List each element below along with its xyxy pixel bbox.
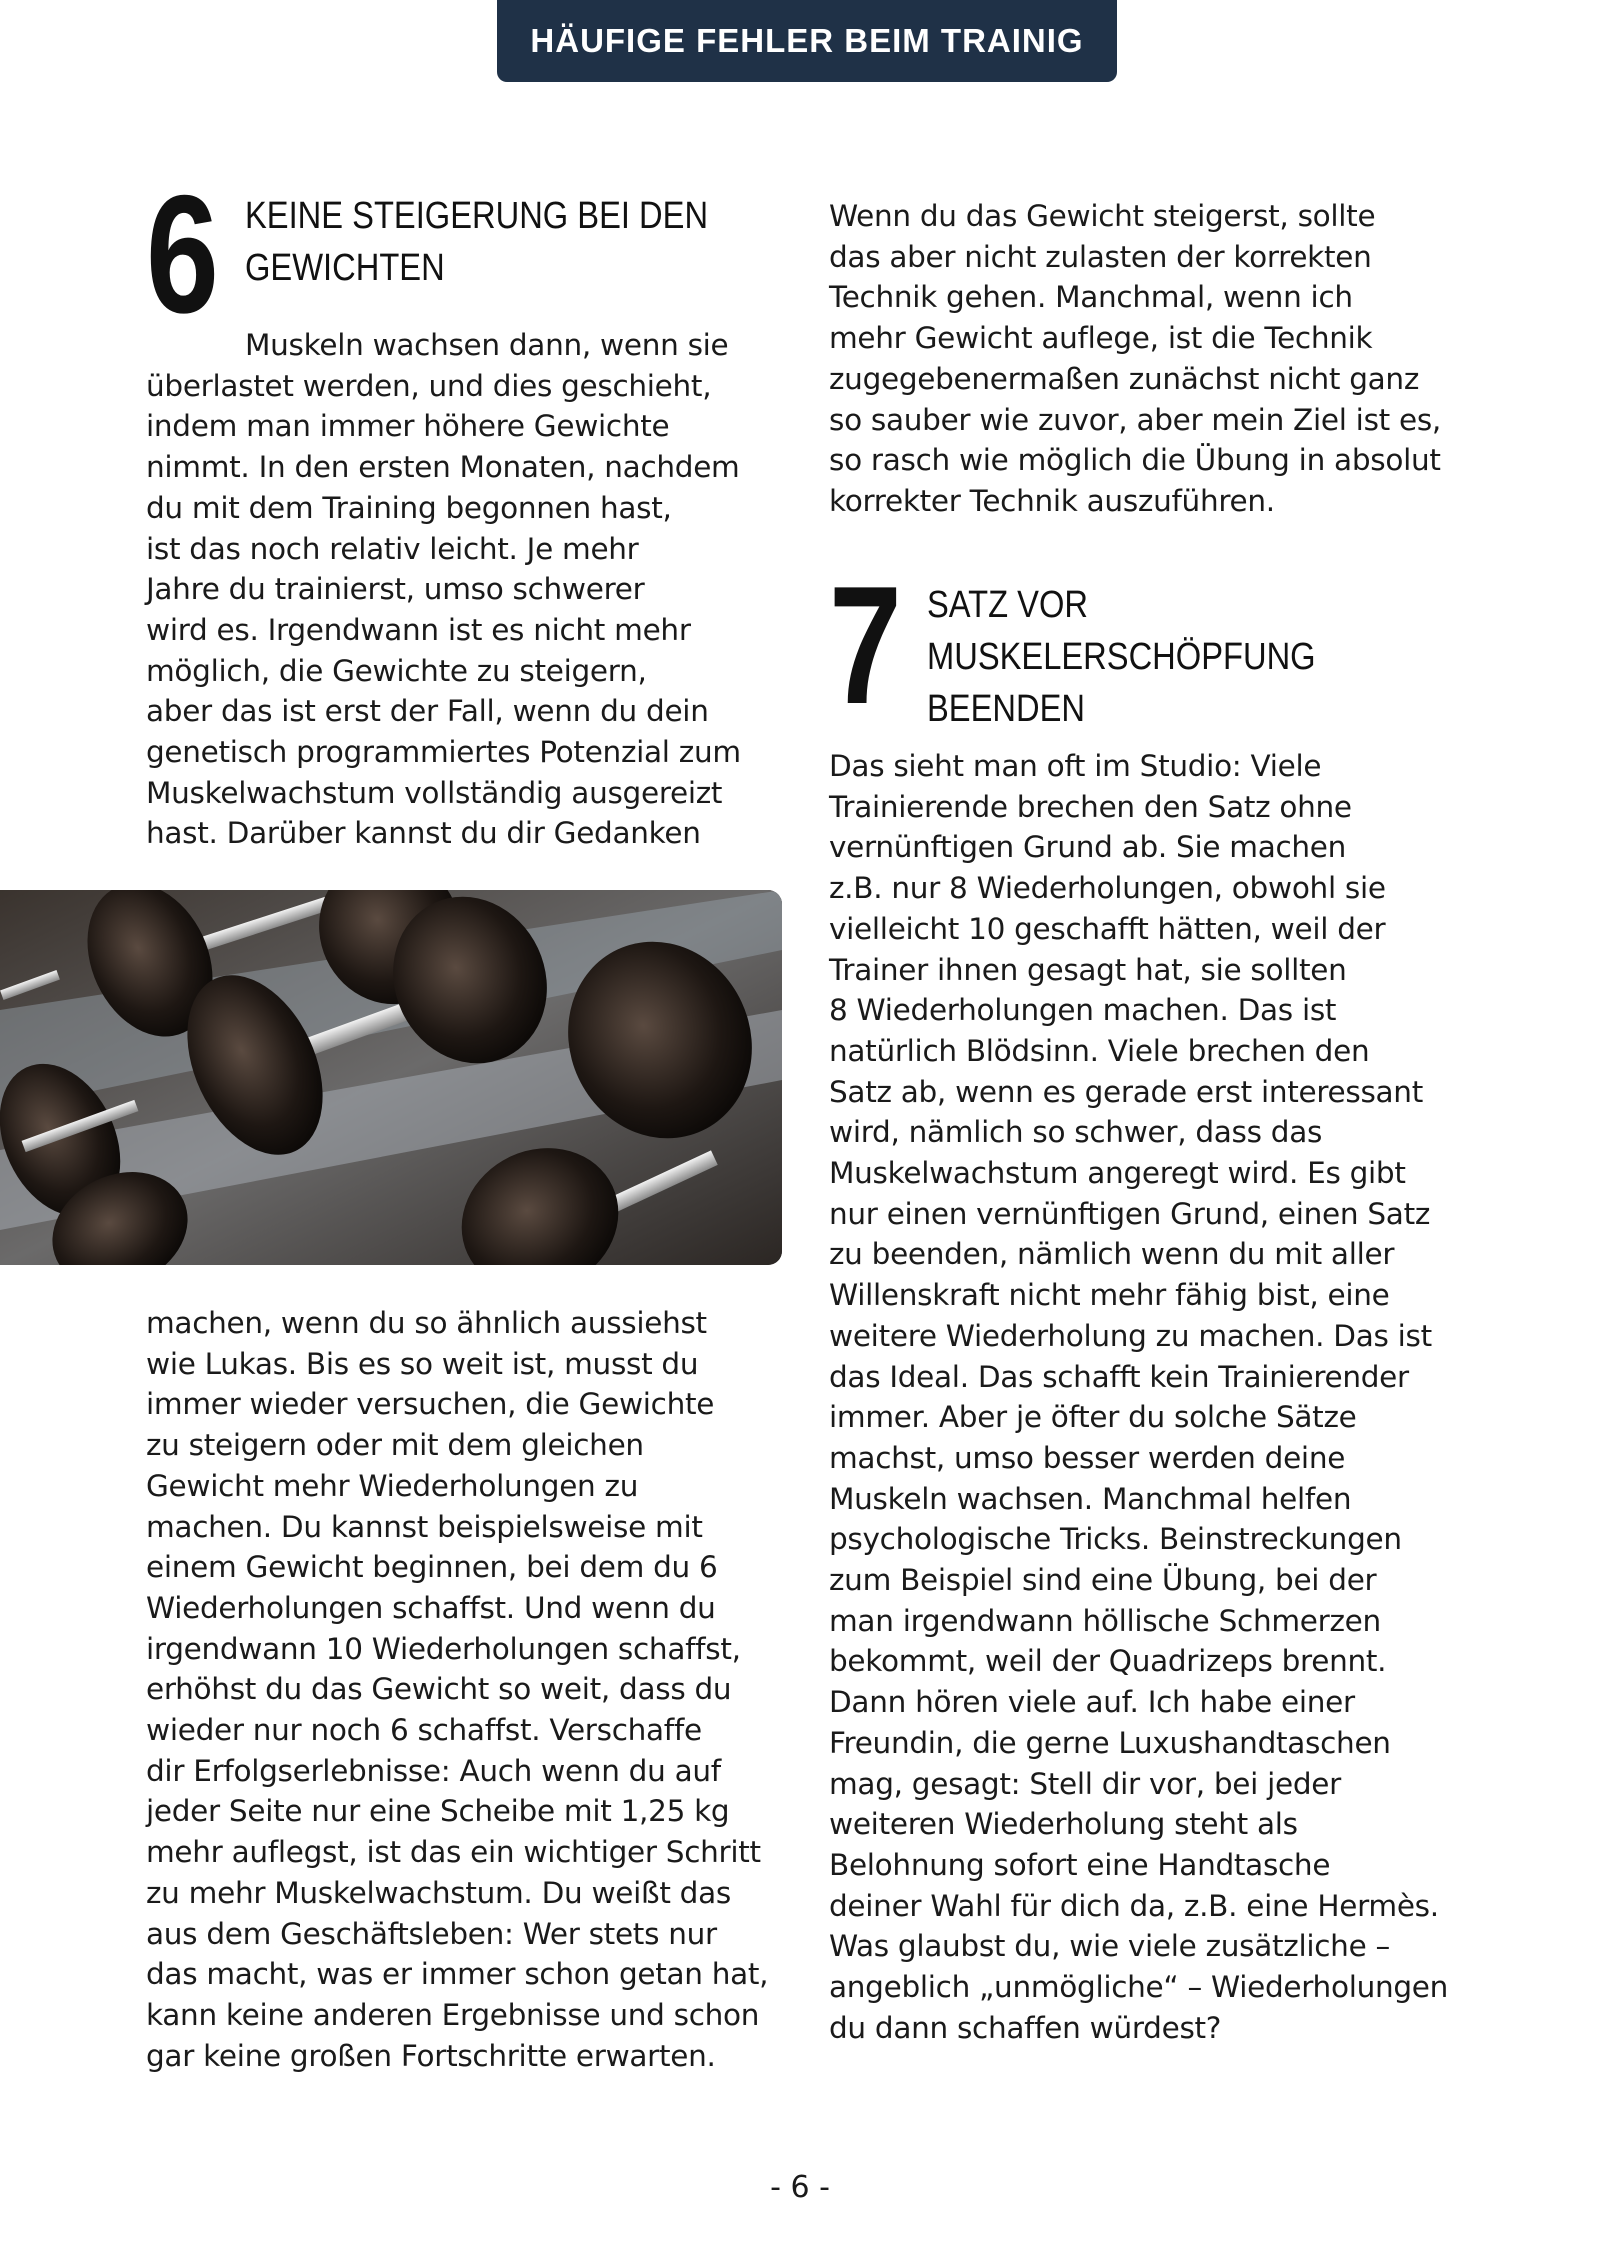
chapter-header	[497, 0, 1117, 82]
section-6-number: 6	[146, 160, 219, 348]
section-7-heading	[829, 551, 1469, 739]
section-7-title-line2: MUSKELERSCHÖPFUNG	[927, 636, 1316, 678]
section-7-number: 7	[829, 551, 902, 739]
chapter-title: HÄUFIGE FEHLER BEIM TRAINIG	[530, 22, 1084, 59]
page-number: - 6 -	[770, 2170, 830, 2205]
section-6-text-continued: Wenn du das Gewicht steigerst, sollte das aber nicht zulasten der korrekten Technik gehen. Manchmal, wenn ich mehr Gewicht auflege, ist die Technik zugegebenermaßen zunächst nicht ganz so sauber wie zuvor, aber mein Ziel ist es, so rasch wie möglich die Übung in absolut korrekter Technik auszuführen.	[829, 199, 1441, 518]
section-7-text: Das sieht man oft im Studio: Viele Trainierende brechen den Satz ohne vernünftigen Grund ab. Sie machen z.B. nur 8 Wiederholungen, obwohl sie vielleicht 10 geschafft hätten, weil der Trainer ihnen gesagt hat, sie sollten 8 Wiederholungen machen. Das ist natürlich Blödsinn. Viele brechen den Satz ab, wenn es gerade erst interessant wird, nämlich so schwer, dass das Muskelwachstum angeregt wird. Es gibt nur einen vernünftigen Grund, einen Satz zu beenden, nämlich wenn du mit aller Willenskraft nicht mehr fähig bist, eine weitere Wiederholung zu machen. Das ist das Ideal. Das schafft kein Trainierender immer. Aber je öfter du solche Sätze machst, umso besser werden deine Muskeln wachsen. Manchmal helfen psychologische Tricks. Beinstreckungen zum Beispiel sind eine Übung, bei der man irgendwann höllische Schmerzen bekommt, weil der Quadrizeps brennt. Dann hören viele auf. Ich habe einer Freundin, die gerne Luxushandtaschen mag, gesagt: Stell dir vor, bei jeder weiteren Wiederholung steht als Belohnung sofort eine Handtasche deiner Wahl für dich da, z.B. eine Hermès. Was glaubst du, wie viele zusätzliche – angeblich „unmögliche“ – Wiederholungen du dann schaffen würdest?	[829, 749, 1449, 2045]
section-6-title-line1: KEINE STEIGERUNG BEI DEN	[245, 195, 709, 237]
section-7	[829, 551, 1469, 739]
section-7-title-line1: SATZ VOR	[927, 584, 1088, 626]
section-6-title-line2: GEWICHTEN	[245, 247, 445, 289]
section-7-title	[927, 579, 1316, 735]
section-6-text-part1: Muskeln wachsen dann, wenn sie überlastet werden, und dies geschieht, indem man immer höhere Gewichte nimmt. In den ersten Monaten, nachdem du mit dem Training begonnen hast, ist das noch relativ leicht. Je mehr Jahre du trainierst, umso schwerer wird es. Irgendwann ist es nicht mehr möglich, die Gewichte zu steigern, aber das ist erst der Fall, wenn du dein genetisch programmiertes Potenzial zum Muskelwachstum vollständig ausgereizt hast. Darüber kannst du dir Gedanken	[146, 328, 741, 851]
dumbbell-rack-photo	[0, 890, 782, 1265]
section-6-title	[245, 190, 708, 294]
section-7-title-line3: BEENDEN	[927, 688, 1085, 730]
section-6-text-part2: machen, wenn du so ähnlich aussiehst wie Lukas. Bis es so weit ist, musst du immer wieder versuchen, die Gewichte zu steigern oder mit dem gleichen Gewicht mehr Wiederholungen zu machen. Du kannst beispielsweise mit einem Gewicht beginnen, bei dem du 6 Wiederholungen schaffst. Und wenn du irgendwann 10 Wiederholungen schaffst, erhöhst du das Gewicht so weit, dass du wieder nur noch 6 schaffst. Verschaffe dir Erfolgserlebnisse: Auch wenn du auf jeder Seite nur eine Scheibe mit 1,25 kg mehr auflegst, ist das ein wichtiger Schritt zu mehr Muskelwachstum. Du weißt das aus dem Geschäftsleben: Wer stets nur das macht, was er immer schon getan hat, kann keine anderen Ergebnisse und schon gar keine großen Fortschritte erwarten.	[146, 1306, 769, 2073]
